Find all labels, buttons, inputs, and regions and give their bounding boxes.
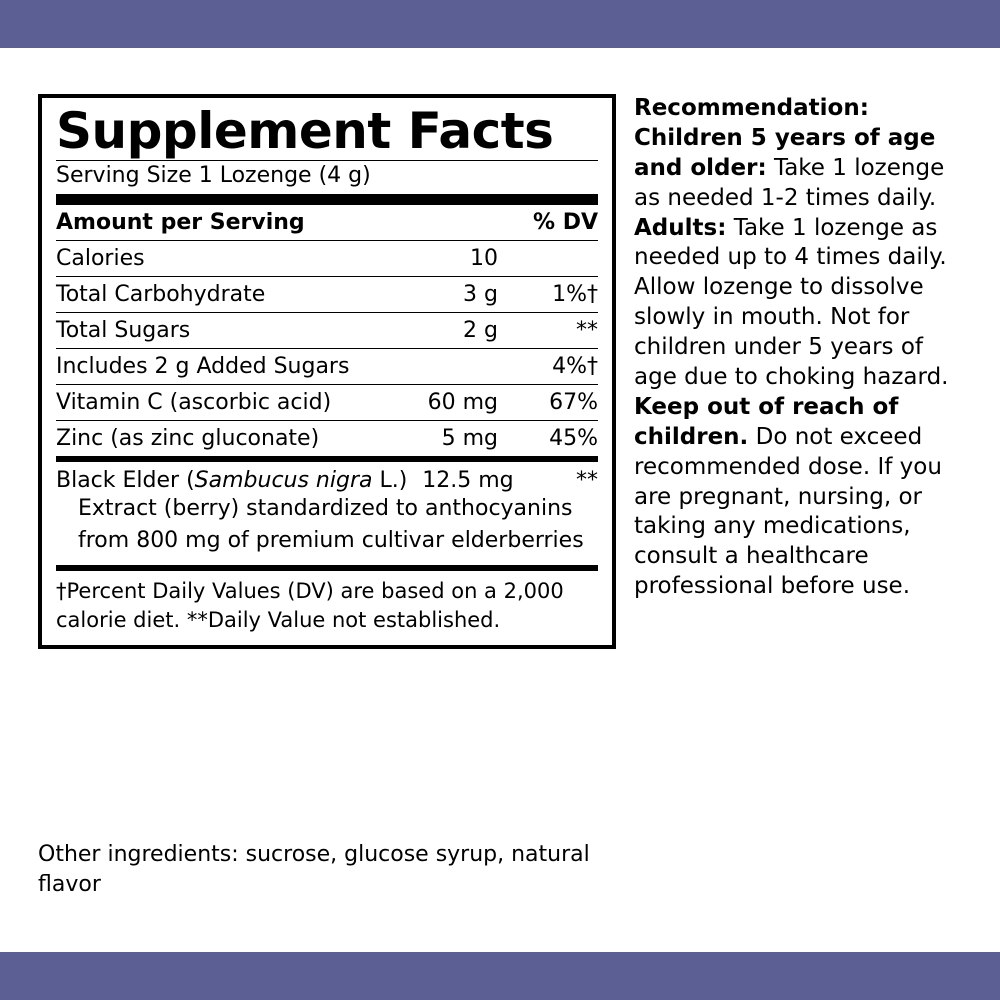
row-name: Includes 2 g Added Sugars (56, 349, 378, 385)
elderberry-species: Sambucus nigra (194, 468, 373, 493)
row-dv: ** (506, 313, 598, 349)
row-dv: 1%† (506, 277, 598, 313)
row-amount: 3 g (378, 277, 506, 313)
row-name: Vitamin C (ascorbic acid) (56, 385, 378, 421)
keep-out-of-reach-warning: Keep out of reach of children. (634, 393, 899, 450)
panel-title: Supplement Facts (56, 102, 554, 160)
elderberry-name (56, 468, 407, 493)
row-name: Total Carbohydrate (56, 277, 378, 313)
warning-text: Do not exceed recommended dose. If you are pregnant, nursing, or taking any medications, consult a healthcare professional before use. (634, 423, 942, 600)
daily-value-footnote: †Percent Daily Values (DV) are based on a 2,000 calorie diet. **Daily Value not established. (56, 578, 564, 632)
row-dv (506, 241, 598, 277)
elderberry-description: Extract (berry) standardized to anthocyanins from 800 mg of premium cultivar elderberries (78, 496, 584, 553)
children-text: Take 1 lozenge as needed 1-2 times daily. (634, 154, 945, 211)
label-page (0, 48, 1000, 952)
divider-under-title (56, 160, 598, 161)
header-amount-spacer (378, 205, 506, 241)
table-row (56, 385, 598, 421)
top-color-band (0, 0, 1000, 48)
nutrition-table (56, 205, 598, 456)
table-row (56, 313, 598, 349)
recommendation-heading: Recommendation: (634, 95, 869, 121)
bottom-color-band (0, 952, 1000, 1000)
divider-thick-top (56, 194, 598, 205)
table-row (56, 241, 598, 277)
row-name: Zinc (as zinc gluconate) (56, 426, 320, 451)
percent-dv-label: % DV (506, 205, 598, 241)
row-name: Calories (56, 241, 378, 277)
elderberry-entry (56, 462, 598, 565)
row-amount: 10 (378, 241, 506, 277)
row-dv: 45% (549, 426, 598, 451)
amount-per-serving-label: Amount per Serving (56, 205, 378, 241)
row-name: Total Sugars (56, 313, 378, 349)
supplement-facts-panel (38, 94, 616, 649)
table-row (56, 349, 598, 385)
elderberry-dv: ** (576, 468, 598, 493)
elderberry-name-prefix: Black Elder ( (56, 468, 195, 493)
table-header-row (56, 205, 598, 241)
recommendation-text (634, 94, 972, 602)
elderberry-amount: 12.5 mg (422, 468, 514, 493)
adults-label: Adults: (634, 214, 727, 241)
row-amount: 60 mg (378, 385, 506, 421)
row-amount (378, 349, 506, 385)
table-row (56, 421, 598, 457)
adults-text: Take 1 lozenge as needed up to 4 times daily. Allow lozenge to dissolve slowly in mouth. Not for children under 5 years of age due to choking hazard. (634, 214, 949, 391)
other-ingredients: Other ingredients: sucrose, glucose syrup, natural flavor (38, 842, 590, 897)
row-dv: 67% (506, 385, 598, 421)
row-dv: 4%† (506, 349, 598, 385)
children-label: Children 5 years of age and older: (634, 124, 936, 181)
serving-size: Serving Size 1 Lozenge (4 g) (56, 163, 371, 188)
table-row (56, 277, 598, 313)
elderberry-name-suffix: L.) (372, 468, 408, 493)
row-amount: 2 g (378, 313, 506, 349)
row-amount: 5 mg (441, 426, 498, 451)
